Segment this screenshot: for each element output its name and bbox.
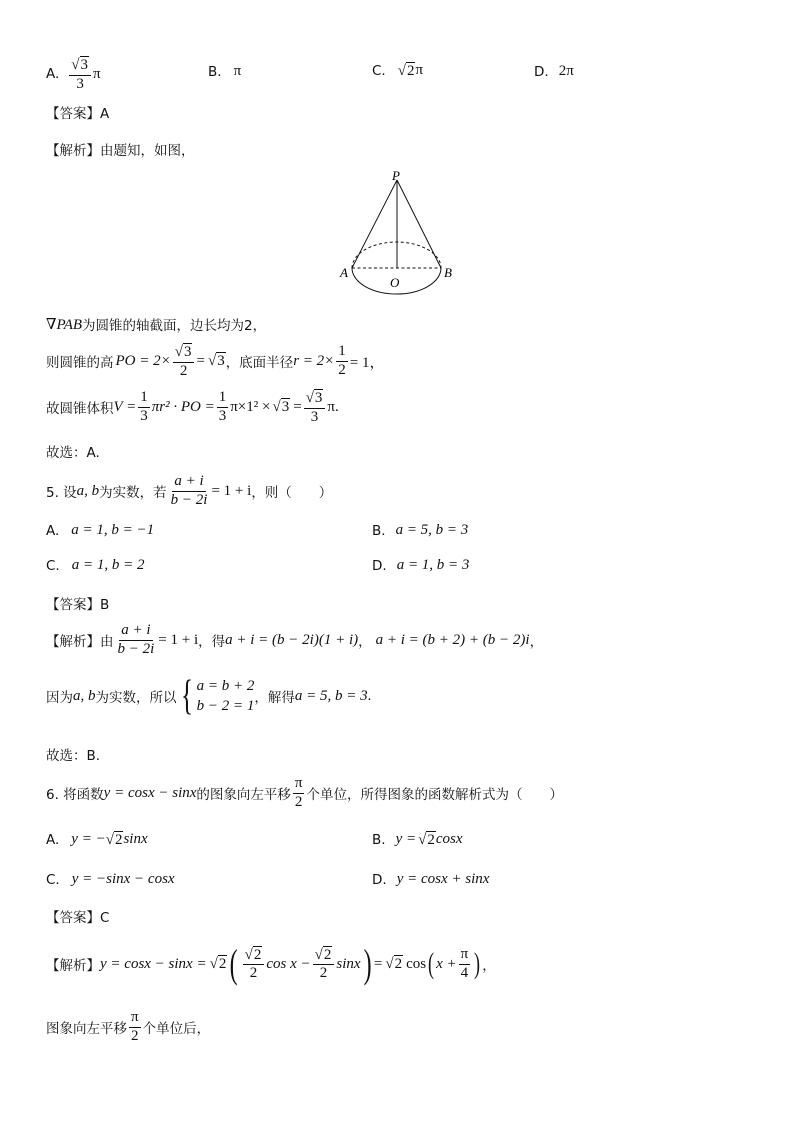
q5-option-c: C. a = 1, b = 2 bbox=[46, 557, 145, 574]
q4-option-a: A. √ 3 3 π bbox=[46, 56, 101, 92]
q5-choose: 故选：B. bbox=[46, 748, 101, 764]
fraction: √ 3 3 bbox=[69, 56, 91, 92]
q6-option-a: A. y = − √ 2 sinx bbox=[46, 831, 148, 848]
q6-stem: 6. 将函数 y = cosx − sinx 的图象向左平移 $\frac{\pi}{2}$ 个单位，所得图象的函数解析式为（ ） bbox=[46, 775, 563, 810]
q6-answer: 【答案】C bbox=[46, 910, 110, 926]
q5-stem: 5. 设 a, b 为实数，若 $\frac{a + i}{b - 2i}$ = 1 + i ，则（ ） bbox=[46, 473, 333, 508]
label-b: B bbox=[444, 265, 452, 280]
q6-option-c: C. y = −sinx − cosx bbox=[46, 871, 175, 888]
q6-option-b: B. y = √ 2 cosx bbox=[372, 831, 463, 848]
cone-figure bbox=[330, 165, 470, 295]
q4-analysis-line2: 则圆锥的高 PO = 2× √ 3 2 = √ 3 ，底面半径 r = 2× $\frac{1}{2}$ = 1， bbox=[46, 342, 385, 379]
q4-option-b: B. π bbox=[208, 63, 242, 80]
q4-choose: 故选：A. bbox=[46, 445, 100, 461]
q5-option-a: A. a = 1, b = −1 bbox=[46, 522, 155, 539]
q6-analysis-line2: 图象向左平移 $\frac{\pi}{2}$ 个单位后， bbox=[46, 1009, 211, 1044]
q5-analysis-line1: 【解析】由 $\frac{a + i}{b - 2i}$ = 1 + i ，得 a + i = (b − 2i)(1 + i) ， a + i = (b + 2) + (b − 2)i ， bbox=[46, 622, 544, 657]
q4-analysis-line3: 故圆锥体积 V = $\frac{1}{3}$ πr² · PO = $\frac{1}{3}$ π×1² × √ 3 = √ 3 3 π. bbox=[46, 388, 339, 425]
q4-option-c: C. √ 2 π bbox=[372, 62, 424, 79]
q4-answer: 【答案】A bbox=[46, 106, 110, 122]
label-p: P bbox=[392, 168, 400, 183]
q4-option-d: D. 2π bbox=[534, 63, 574, 80]
left-brace: { bbox=[180, 673, 193, 719]
q6-analysis-line1: 【解析】 y = cosx − sinx = √ 2 ( √ 2 2 cos x − √ 2 2 sinx ) = √ 2 cos ( x + $\frac{\pi}{4}$ ) ， bbox=[46, 941, 496, 986]
q4-analysis-intro: 【解析】由题知，如图， bbox=[46, 143, 195, 159]
q4-analysis-line1: ∇PAB 为圆锥的轴截面，边长均为2， bbox=[46, 316, 267, 334]
q5-analysis-line2: 因为 a, b 为实数，所以 { a = b + 2 b − 2 = 1 ，解得 a = 5, b = 3 . bbox=[46, 673, 372, 719]
label-a: A bbox=[340, 265, 348, 280]
q6-option-d: D. y = cosx + sinx bbox=[372, 871, 490, 888]
q5-option-d: D. a = 1, b = 3 bbox=[372, 557, 470, 574]
label-o: O bbox=[390, 275, 400, 290]
q5-option-b: B. a = 5, b = 3 bbox=[372, 522, 469, 539]
q5-answer: 【答案】B bbox=[46, 597, 110, 613]
